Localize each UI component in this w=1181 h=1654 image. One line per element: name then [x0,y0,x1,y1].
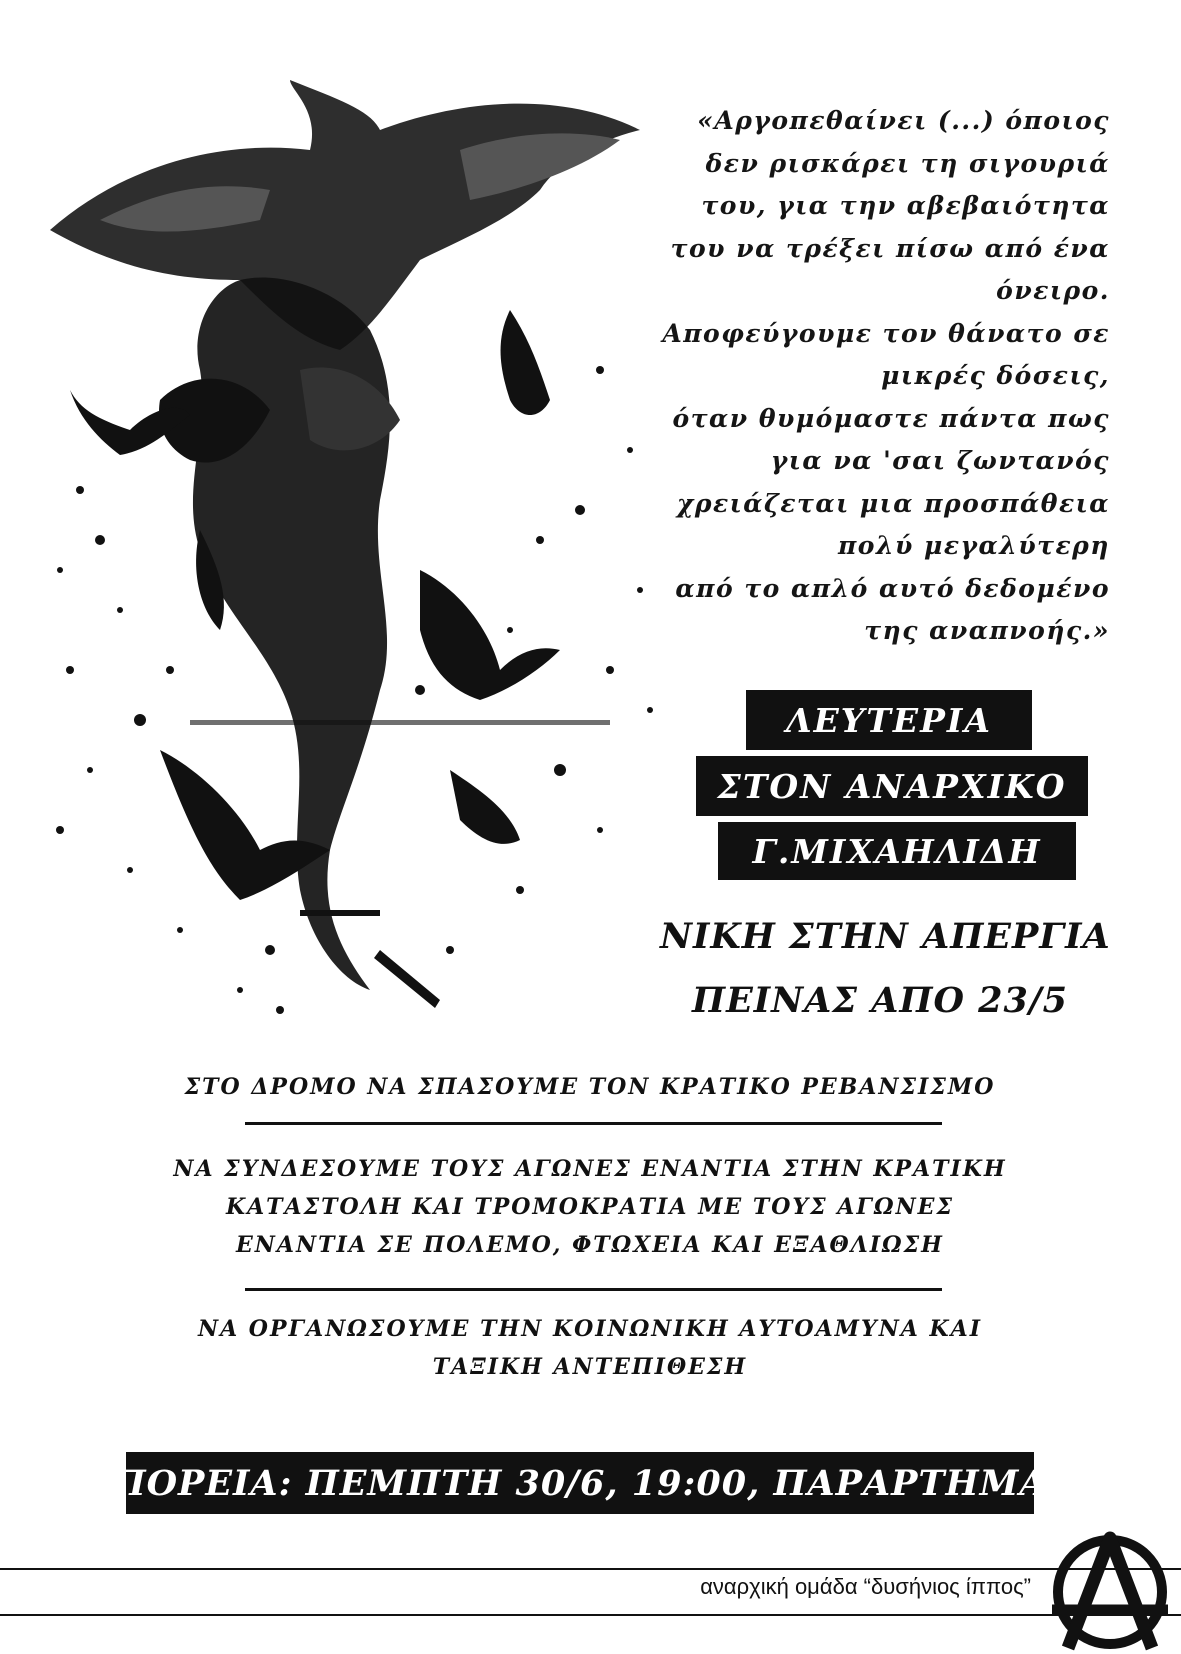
quote-line: από το απλό αυτό δεδομένο [675,573,1110,603]
slogan-2-line: ΚΑΤΑΣΤΟΛΗ ΚΑΙ ΤΡΟΜΟΚΡΑΤΙΑ ΜΕ ΤΟΥΣ ΑΓΩΝΕΣ [225,1194,955,1220]
banner-line-2: ΣΤΟΝ ΑΝΑΡΧΙΚΟ [696,756,1088,816]
slogan-2 [120,1150,1060,1264]
quote-line: πολύ μεγαλύτερη [838,531,1110,560]
headline-line-1: ΝΙΚΗ ΣΤΗΝ ΑΠΕΡΓΙΑ [660,916,1111,957]
crows-ink-illustration [40,70,680,1050]
footer-rule-bottom [0,1614,1181,1616]
divider [245,1122,942,1125]
quote-line: Αποφεύγουμε τον θάνατο σε [662,318,1110,348]
quote-line: δεν ρισκάρει τη σιγουριά [705,148,1110,178]
quote-line: «Αργοπεθαίνει (...) όποιος [697,106,1110,135]
quote-line: μικρές δόσεις, [881,361,1110,390]
anarchy-a-icon [1046,1530,1174,1654]
slogan-2-line: ΝΑ ΣΥΝΔΕΣΟΥΜΕ ΤΟΥΣ ΑΓΩΝΕΣ ΕΝΑΝΤΙΑ ΣΤΗΝ ΚΡΑΤΙΚΗ [173,1156,1007,1182]
slogan-3 [120,1310,1060,1386]
quote-text [640,100,1110,653]
slogan-3-line: ΤΑΞΙΚΗ ΑΝΤΕΠΙΘΕΣΗ [432,1354,748,1380]
quote-line: του να τρέξει πίσω από ένα [670,233,1110,263]
quote-line: όταν θυμόμαστε πάντα πως [672,403,1110,433]
divider [245,1288,942,1291]
quote-line: για να 'σαι ζωντανός [770,446,1110,475]
crow-mid [420,570,560,700]
group-signature: αναρχική ομάδα “δυσήνιος ίππος” [700,1574,1031,1599]
slogan-1: ΣΤΟ ΔΡΟΜΟ ΝΑ ΣΠΑΣΟΥΜΕ ΤΟΝ ΚΡΑΤΙΚΟ ΡΕΒΑΝΣΙΣΜΟ [184,1074,996,1100]
headline-line-2: ΠΕΙΝΑΣ ΑΠΟ 23/5 [692,980,1068,1021]
quote-line: όνειρο. [996,276,1110,305]
quote-line: του, για την αβεβαιότητα [701,191,1110,220]
footer-rule-top [0,1568,1181,1570]
banner-line-3: Γ.ΜΙΧΑΗΛΙΔΗ [718,822,1076,880]
quote-line: της αναπνοής.» [864,616,1110,645]
quote-line: χρειάζεται μια προσπάθεια [676,488,1110,518]
march-banner: ΠΟΡΕΙΑ: ΠΕΜΠΤΗ 30/6, 19:00, ΠΑΡΑΡΤΗΜΑ [126,1452,1034,1514]
banner-line-1: ΛΕΥΤΕΡΙΑ [746,690,1032,750]
crow-right [501,310,550,415]
slogan-3-line: ΝΑ ΟΡΓΑΝΩΣΟΥΜΕ ΤΗΝ ΚΟΙΝΩΝΙΚΗ ΑΥΤΟΑΜΥΝΑ ΚΑΙ [197,1316,983,1342]
slogan-2-line: ΕΝΑΝΤΙΑ ΣΕ ΠΟΛΕΜΟ, ΦΤΩΧΕΙΑ ΚΑΙ ΕΞΑΘΛΙΩΣΗ [236,1232,944,1258]
